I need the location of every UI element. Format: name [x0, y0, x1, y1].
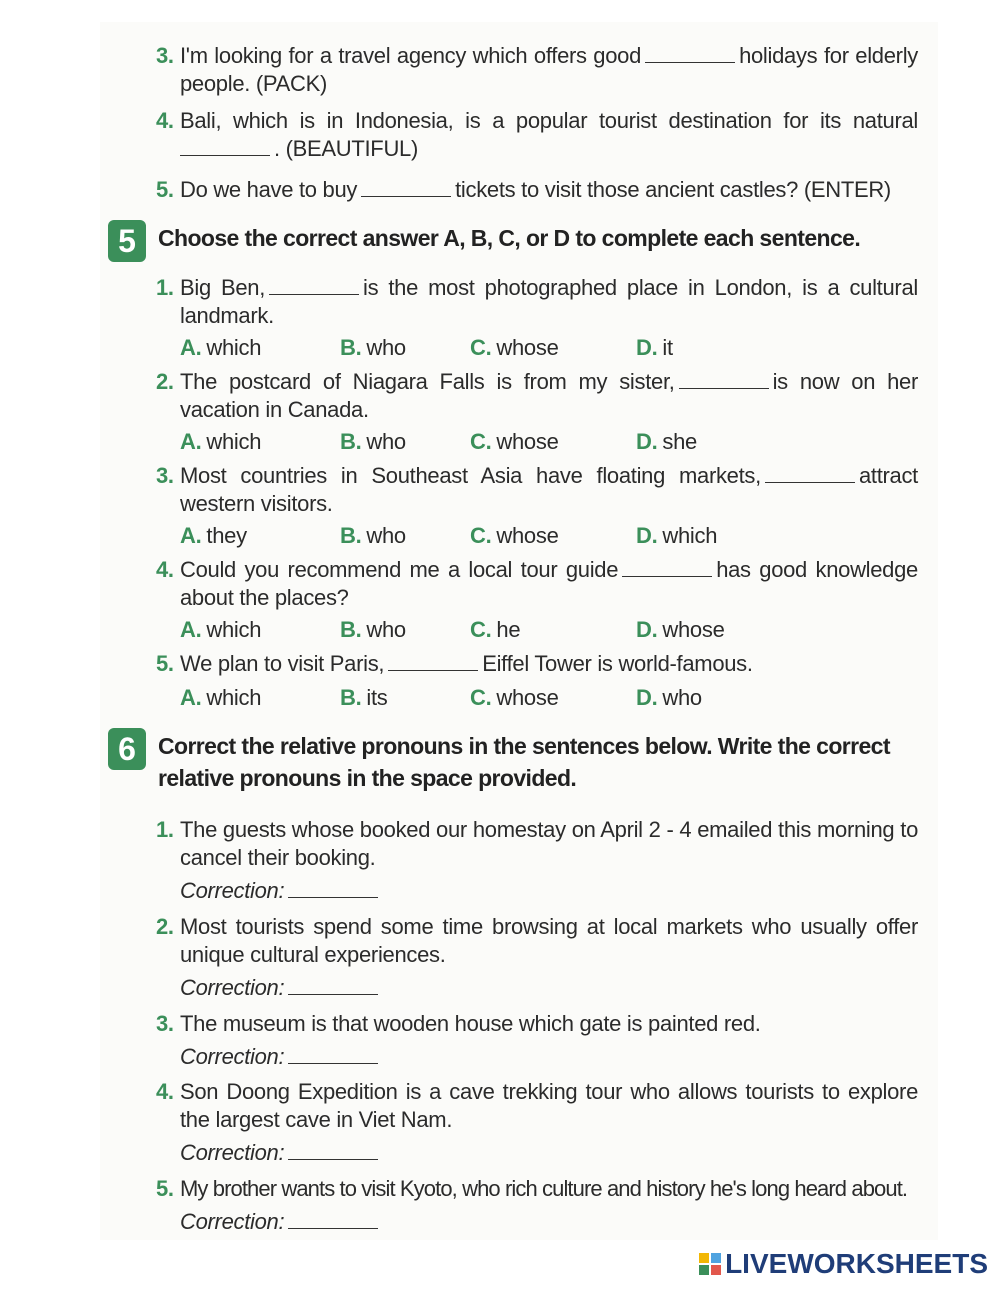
correction-line-2 [180, 974, 382, 1002]
ex5-question-1 [156, 274, 918, 330]
ex4-item-4 [156, 107, 918, 163]
item-number: 3. [156, 463, 174, 488]
ex4-item-5 [156, 176, 918, 204]
ex6-question-3 [156, 1010, 918, 1038]
correction-label: Correction: [180, 1209, 285, 1234]
option-c[interactable]: C. whose [470, 523, 559, 548]
option-c[interactable]: C. whose [470, 429, 559, 454]
item-text: attract western visitors. [180, 463, 918, 516]
correction-blank[interactable] [288, 879, 378, 898]
exercise-number-badge: 6 [108, 728, 146, 770]
item-text: Bali, which is in Indonesia, is a popular tourist destination for its natural [180, 108, 918, 133]
exercise-title: Choose the correct answer A, B, C, or D to complete each sentence. [158, 225, 861, 251]
correction-line-4 [180, 1139, 382, 1167]
option-b[interactable]: B. who [340, 617, 406, 642]
correction-blank[interactable] [288, 1045, 378, 1064]
correction-label: Correction: [180, 975, 285, 1000]
item-text: The postcard of Niagara Falls is from my sister, [180, 369, 675, 394]
item-number: 1. [156, 275, 174, 300]
correction-label: Correction: [180, 1044, 285, 1069]
item-number: 4. [156, 1079, 174, 1104]
item-text: Big Ben, [180, 275, 266, 300]
item-text: holidays for elderly people. (PACK) [180, 43, 918, 96]
exercise-title: Correct the relative pronouns in the sentences below. Write the correct relative pronouns in the space provided. [158, 733, 890, 791]
correction-line-1 [180, 877, 382, 905]
ex5-question-4 [156, 556, 918, 612]
option-c[interactable]: C. whose [470, 685, 559, 710]
ex4-item-3 [156, 42, 918, 98]
item-number: 3. [156, 1011, 174, 1036]
correction-label: Correction: [180, 878, 285, 903]
option-d[interactable]: D. who [636, 685, 702, 710]
option-a[interactable]: A. they [180, 523, 247, 548]
answer-blank[interactable] [361, 178, 451, 197]
option-a[interactable]: A. which [180, 429, 262, 454]
item-number: 2. [156, 914, 174, 939]
item-number: 4. [156, 557, 174, 582]
correction-label: Correction: [180, 1140, 285, 1165]
item-text: has good knowledge about the places? [180, 557, 918, 610]
ex6-question-5 [156, 1175, 918, 1203]
item-number: 5. [156, 177, 174, 202]
ex6-question-1 [156, 816, 918, 872]
answer-blank[interactable] [269, 276, 359, 295]
option-a[interactable]: A. which [180, 335, 262, 360]
ex6-question-4 [156, 1078, 918, 1134]
answer-blank[interactable] [765, 464, 855, 483]
option-d[interactable]: D. she [636, 429, 697, 454]
ex5-question-5 [156, 650, 918, 678]
item-text: . (BEAUTIFUL) [274, 136, 418, 161]
option-c[interactable]: C. he [470, 617, 521, 642]
ex5-question-2 [156, 368, 918, 424]
answer-blank[interactable] [622, 558, 712, 577]
answer-blank[interactable] [180, 137, 270, 156]
correction-blank[interactable] [288, 976, 378, 995]
item-text: Son Doong Expedition is a cave trekking tour who allows tourists to explore the largest cave in Viet Nam. [180, 1079, 918, 1132]
option-c[interactable]: C. whose [470, 335, 559, 360]
correction-blank[interactable] [288, 1210, 378, 1229]
item-number: 3. [156, 43, 174, 68]
correction-line-5 [180, 1208, 382, 1236]
item-text: I'm looking for a travel agency which offers good [180, 43, 642, 68]
item-number: 1. [156, 817, 174, 842]
option-b[interactable]: B. who [340, 429, 406, 454]
item-text: The museum is that wooden house which gate is painted red. [180, 1011, 761, 1036]
item-text: Most countries in Southeast Asia have floating markets, [180, 463, 761, 488]
exercise-number-badge: 5 [108, 220, 146, 262]
item-text: My brother wants to visit Kyoto, who rich culture and history he's long heard about. [180, 1176, 908, 1201]
option-b[interactable]: B. its [340, 685, 388, 710]
item-text: Most tourists spend some time browsing at local markets who usually offer unique cultural experiences. [180, 914, 918, 967]
logo-squares-icon [699, 1253, 721, 1275]
item-text: Eiffel Tower is world-famous. [482, 651, 753, 676]
correction-blank[interactable] [288, 1141, 378, 1160]
item-text: The guests whose booked our homestay on April 2 - 4 emailed this morning to cancel their booking. [180, 817, 918, 870]
item-number: 4. [156, 108, 174, 133]
option-a[interactable]: A. which [180, 685, 262, 710]
correction-line-3 [180, 1043, 382, 1071]
brand-name: LIVEWORKSHEETS [725, 1248, 988, 1279]
option-d[interactable]: D. it [636, 335, 673, 360]
item-text: is now on her vacation in Canada. [180, 369, 919, 422]
ex6-question-2 [156, 913, 918, 969]
answer-blank[interactable] [679, 370, 769, 389]
item-text: is the most photographed place in London, is a cultural landmark. [180, 275, 918, 328]
item-text: Do we have to buy [180, 177, 358, 202]
liveworksheets-logo [699, 1248, 988, 1280]
item-text: We plan to visit Paris, [180, 651, 385, 676]
option-a[interactable]: A. which [180, 617, 262, 642]
option-b[interactable]: B. who [340, 523, 406, 548]
ex5-question-3 [156, 462, 918, 518]
item-number: 5. [156, 1176, 174, 1201]
item-number: 2. [156, 369, 174, 394]
answer-blank[interactable] [645, 44, 735, 63]
item-text: tickets to visit those ancient castles? (ENTER) [455, 177, 891, 202]
answer-blank[interactable] [388, 652, 478, 671]
option-b[interactable]: B. who [340, 335, 406, 360]
item-text: Could you recommend me a local tour guide [180, 557, 619, 582]
option-d[interactable]: D. which [636, 523, 718, 548]
item-number: 5. [156, 651, 174, 676]
option-d[interactable]: D. whose [636, 617, 725, 642]
